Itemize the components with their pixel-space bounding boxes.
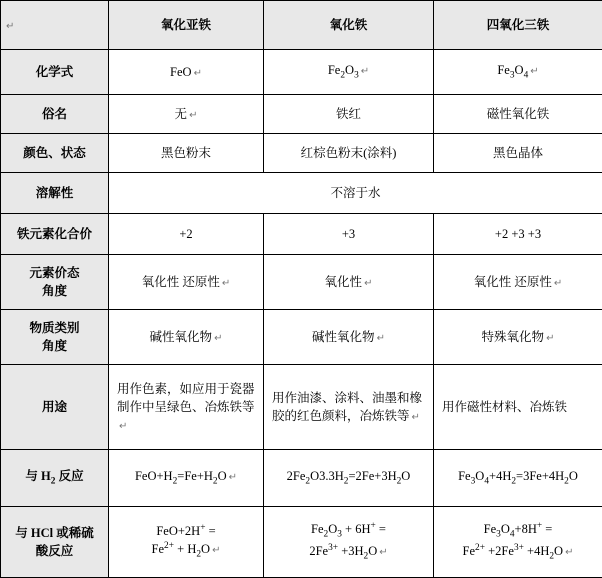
paragraph-mark: ↵ [412, 412, 420, 423]
table-cell: 无 ↵ [109, 95, 264, 134]
table-cell: +2 +3 +3 [434, 214, 602, 255]
paragraph-mark: ↵ [565, 547, 573, 558]
paragraph-mark: ↵ [229, 472, 237, 483]
table-header-row [1, 1, 602, 50]
row-header: 与 HCl 或稀硫 酸反应 [1, 507, 109, 578]
table-cell: $FeO+H_2=Fe+H_2O$ ↵ [109, 450, 264, 507]
column-header: 氧化亚铁 [109, 1, 264, 50]
paragraph-mark: ↵ [379, 547, 387, 558]
row-header: 铁元素化合价 [1, 214, 109, 255]
table-cell: 用作油漆、涂料、油墨和橡胶的红色颜料，冶炼铁等 ↵ [264, 365, 434, 450]
table-cell: 特殊氧化物 ↵ [434, 310, 602, 365]
paragraph-mark: ↵ [189, 110, 197, 121]
paragraph-mark: ↵ [6, 21, 14, 32]
table-cell: 碱性氧化物 ↵ [109, 310, 264, 365]
table-cell: 不溶于水 [109, 173, 602, 214]
table-cell: FeO ↵ [109, 50, 264, 95]
column-header: 四氧化三铁 [434, 1, 602, 50]
table-corner-cell [1, 1, 109, 50]
table-cell: +2 [109, 214, 264, 255]
paragraph-mark: ↵ [212, 545, 220, 556]
paragraph-mark: ↵ [119, 421, 127, 432]
paragraph-mark: ↵ [214, 333, 222, 344]
table-row [1, 255, 602, 310]
table-cell: FeO+2H+ = $Fe^{2+} + H_2O$ ↵ [109, 507, 264, 578]
paragraph-mark: ↵ [554, 278, 562, 289]
table-cell: $Fe_3O_4+8H^+$ = $Fe^{2+} +2Fe^{3+} +4H_2O$ ↵ [434, 507, 602, 578]
row-header: 物质类别 角度 [1, 310, 109, 365]
row-header: 用途 [1, 365, 109, 450]
paragraph-mark: ↵ [546, 333, 554, 344]
table-cell: $Fe_2O_3 + 6H^+$ = $2Fe^{3+} +3H_2O$ ↵ [264, 507, 434, 578]
table-row [1, 310, 602, 365]
table-row [1, 507, 602, 578]
table-cell: $Fe_2O_3$ ↵ [264, 50, 434, 95]
table-row [1, 134, 602, 173]
table-row [1, 450, 602, 507]
table-cell: $Fe_3O_4$ ↵ [434, 50, 602, 95]
paragraph-mark: ↵ [222, 278, 230, 289]
table-cell: 用作磁性材料、冶炼铁 [434, 365, 602, 450]
table-row [1, 95, 602, 134]
table-cell: 碱性氧化物 ↵ [264, 310, 434, 365]
paragraph-mark: ↵ [364, 278, 372, 289]
table-row [1, 214, 602, 255]
table-cell: +3 [264, 214, 434, 255]
table-cell: 红棕色粉末(涂料) [264, 134, 434, 173]
table-row [1, 173, 602, 214]
table-cell: 氧化性 还原性 ↵ [109, 255, 264, 310]
table-row [1, 50, 602, 95]
table-cell: 用作色素，如应用于瓷器制作中呈绿色、冶炼铁等↵ [109, 365, 264, 450]
paragraph-mark: ↵ [361, 66, 369, 77]
table-cell: 黑色粉末 [109, 134, 264, 173]
table-cell: 黑色晶体 [434, 134, 602, 173]
row-header: 颜色、状态 [1, 134, 109, 173]
paragraph-mark: ↵ [530, 66, 538, 77]
table-cell: 磁性氧化铁 [434, 95, 602, 134]
table-row [1, 365, 602, 450]
row-header: 与 $H_2$ 反应 [1, 450, 109, 507]
table-cell: $Fe_3O_4+4H_2=3Fe+4H_2O$ [434, 450, 602, 507]
table-cell: 铁红 [264, 95, 434, 134]
column-header: 氧化铁 [264, 1, 434, 50]
row-header: 溶解性 [1, 173, 109, 214]
paragraph-mark: ↵ [194, 68, 202, 79]
table-cell: 氧化性 还原性 ↵ [434, 255, 602, 310]
row-header: 元素价态 角度 [1, 255, 109, 310]
table-cell: $2Fe_2O3.3H_2=2Fe+3H_2O$ [264, 450, 434, 507]
paragraph-mark: ↵ [377, 333, 385, 344]
row-header: 俗名 [1, 95, 109, 134]
row-header: 化学式 [1, 50, 109, 95]
table-cell: 氧化性 ↵ [264, 255, 434, 310]
